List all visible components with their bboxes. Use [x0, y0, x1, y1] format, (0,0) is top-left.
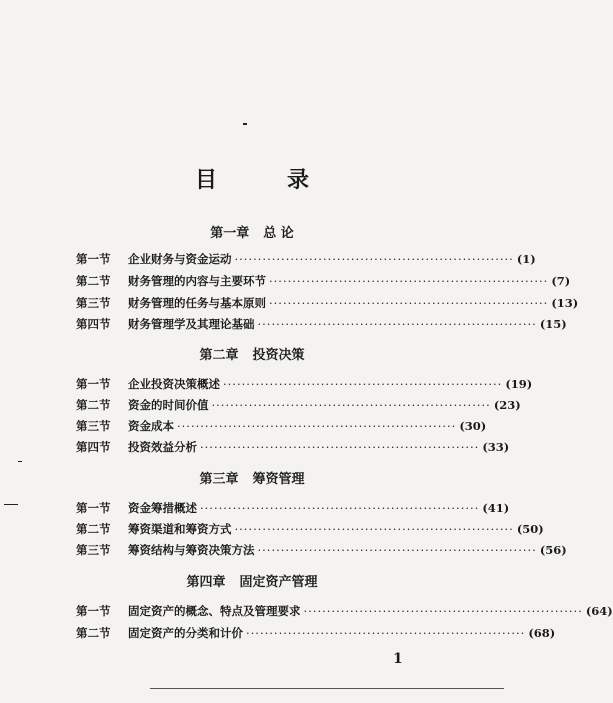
page-ref: (23)	[493, 398, 521, 412]
leader-dots: ····························································	[211, 398, 491, 412]
leader-dots: ····························································	[177, 419, 457, 433]
footer-rule	[150, 688, 504, 689]
scan-speck	[243, 123, 247, 125]
chapter-number: 第一章	[210, 226, 250, 241]
leader-dots: ····························································	[234, 522, 514, 536]
section-number: 第二节	[76, 522, 111, 536]
page-ref: (7)	[551, 274, 571, 288]
chapter-number: 第四章	[186, 575, 226, 590]
section-title: 投资效益分析	[128, 440, 197, 454]
leader-dots: ····························································	[200, 440, 480, 454]
toc-entry[interactable]	[76, 542, 567, 558]
toc-entry[interactable]	[76, 376, 533, 392]
leader-dots: ····························································	[269, 274, 549, 288]
page-title: 目录	[194, 167, 379, 193]
toc-entry[interactable]	[76, 397, 521, 413]
section-number: 第三节	[76, 419, 111, 433]
section-title: 财务管理的任务与基本原则	[128, 296, 266, 310]
toc-entry[interactable]	[76, 603, 613, 619]
section-number: 第一节	[76, 501, 111, 515]
leader-dots: ····························································	[200, 501, 480, 515]
section-number: 第一节	[76, 377, 111, 391]
page-ref: (50)	[516, 522, 544, 536]
chapter-name: 筹资管理	[252, 472, 305, 487]
leader-dots: ····························································	[303, 604, 583, 618]
page-ref: (64)	[585, 604, 613, 618]
leader-dots: ····························································	[257, 543, 537, 557]
section-title: 企业财务与资金运动	[128, 252, 232, 266]
chapter-number: 第三章	[199, 472, 239, 487]
chapter-name: 总 论	[263, 226, 294, 241]
scan-speck	[18, 461, 22, 462]
page-ref: (19)	[505, 377, 533, 391]
section-number: 第二节	[76, 626, 111, 640]
section-title: 企业投资决策概述	[128, 377, 220, 391]
chapter-number: 第二章	[199, 348, 239, 363]
chapter-heading	[0, 571, 504, 590]
toc-entry[interactable]	[76, 418, 487, 434]
section-number: 第一节	[76, 252, 111, 266]
section-title: 筹资渠道和筹资方式	[128, 522, 232, 536]
section-number: 第三节	[76, 296, 111, 310]
section-title: 资金的时间价值	[128, 398, 209, 412]
chapter-heading	[0, 344, 504, 363]
chapter-heading	[0, 222, 504, 241]
section-number: 第四节	[76, 317, 111, 331]
leader-dots: ····························································	[234, 252, 514, 266]
page-ref: (41)	[482, 501, 510, 515]
section-number: 第一节	[76, 604, 111, 618]
chapter-heading	[0, 468, 504, 487]
leader-dots: ····························································	[246, 626, 526, 640]
section-title: 筹资结构与筹资决策方法	[128, 543, 255, 557]
page-ref: (56)	[539, 543, 567, 557]
toc-entry[interactable]	[76, 316, 567, 332]
page-ref: (1)	[516, 252, 536, 266]
section-number: 第二节	[76, 274, 111, 288]
section-number: 第四节	[76, 440, 111, 454]
page-number: 1	[393, 651, 403, 667]
section-title: 固定资产的概念、特点及管理要求	[128, 604, 301, 618]
page-ref: (68)	[528, 626, 556, 640]
chapter-name: 固定资产管理	[239, 575, 318, 590]
toc-entry[interactable]	[76, 439, 510, 455]
section-title: 财务管理学及其理论基础	[128, 317, 255, 331]
page-ref: (15)	[539, 317, 567, 331]
page-ref: (33)	[482, 440, 510, 454]
scan-speck	[4, 504, 18, 505]
chapter-name: 投资决策	[252, 348, 305, 363]
leader-dots: ····························································	[269, 296, 549, 310]
section-number: 第二节	[76, 398, 111, 412]
toc-entry[interactable]	[76, 625, 556, 641]
page-ref: (13)	[551, 296, 579, 310]
section-title: 财务管理的内容与主要环节	[128, 274, 266, 288]
toc-entry[interactable]	[76, 295, 579, 311]
section-title: 资金筹措概述	[128, 501, 197, 515]
page-ref: (30)	[459, 419, 487, 433]
leader-dots: ····························································	[257, 317, 537, 331]
section-title: 资金成本	[128, 419, 174, 433]
toc-entry[interactable]	[76, 251, 536, 267]
leader-dots: ····························································	[223, 377, 503, 391]
section-title: 固定资产的分类和计价	[128, 626, 243, 640]
toc-entry[interactable]	[76, 521, 544, 537]
toc-entry[interactable]	[76, 500, 510, 516]
toc-entry[interactable]	[76, 273, 571, 289]
section-number: 第三节	[76, 543, 111, 557]
